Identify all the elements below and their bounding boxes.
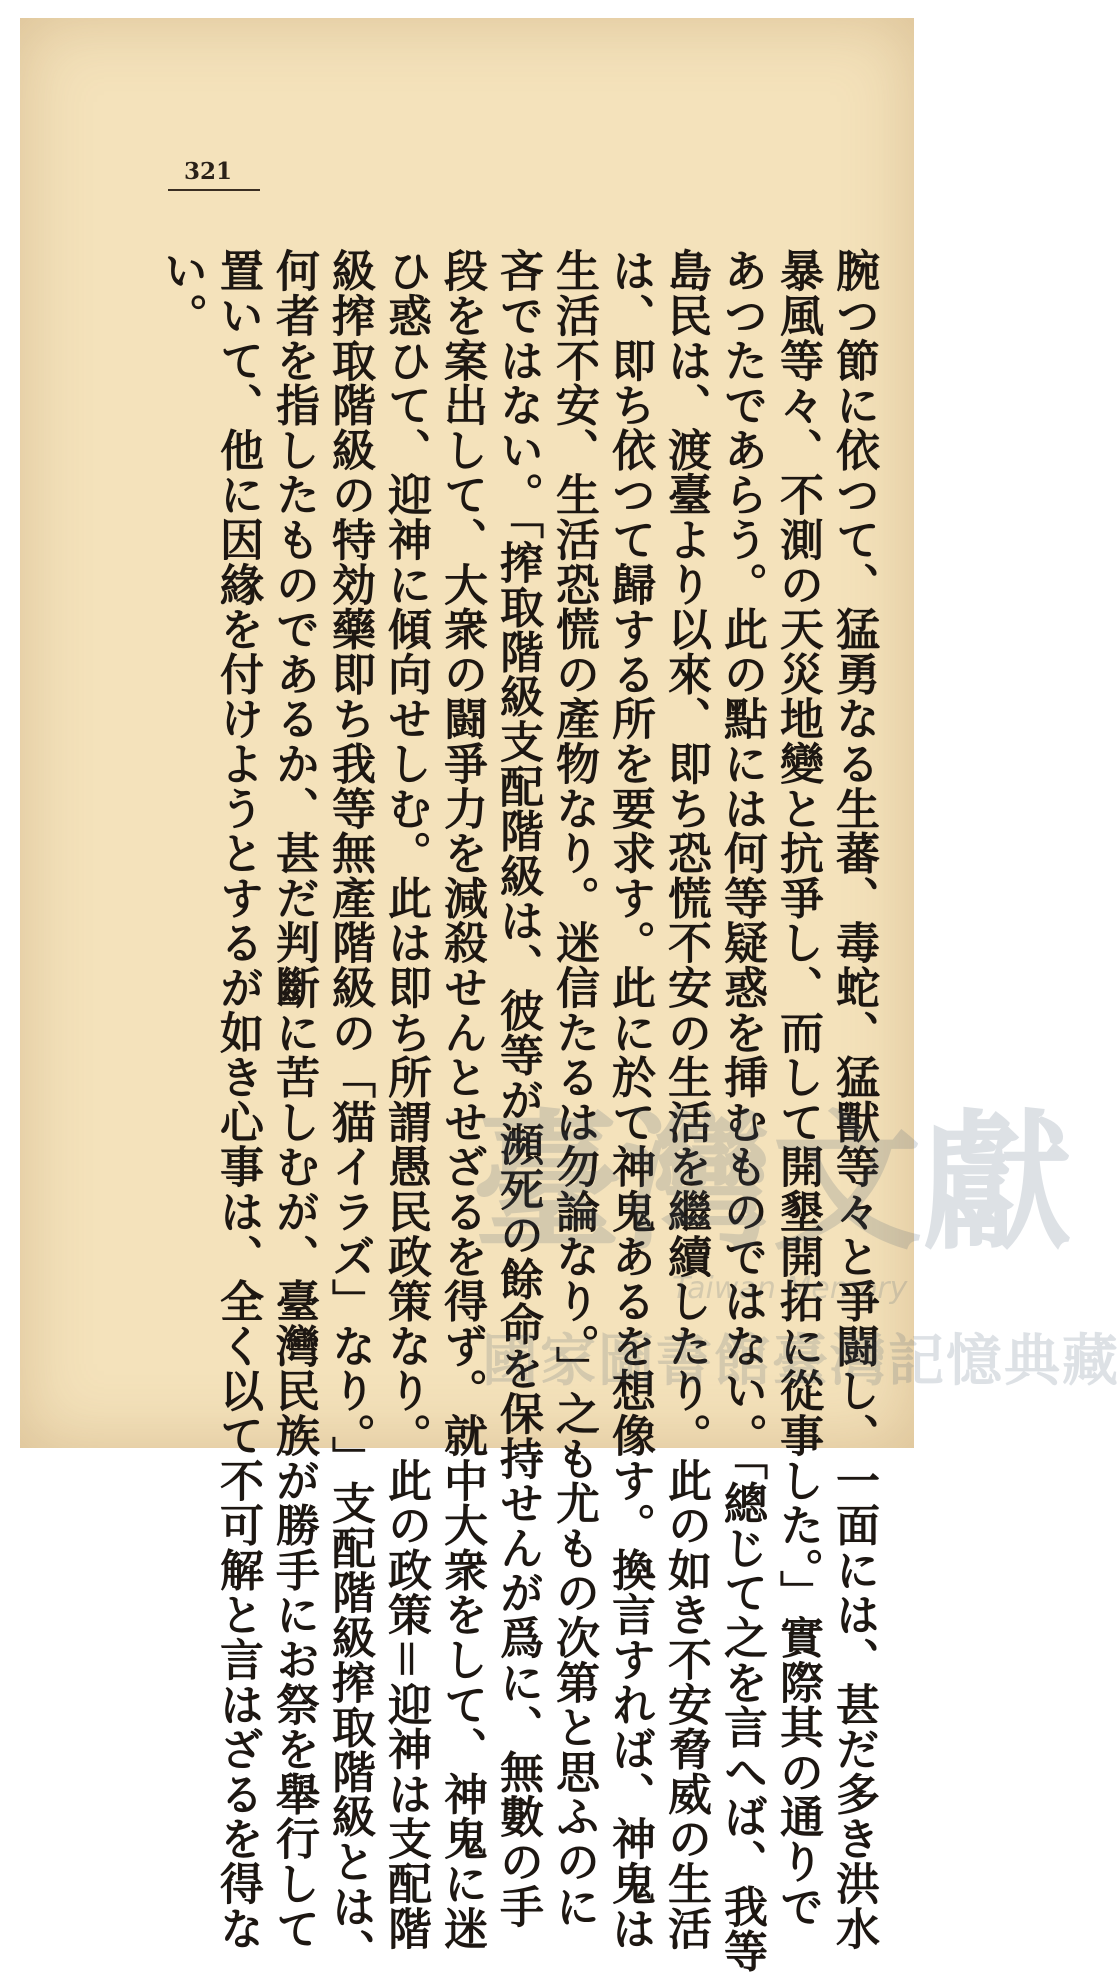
text-column: 級搾取階級の特効藥即ち我等無產階級の「猫イラズ」なり。」支配階級搾取階級とは、 <box>324 248 375 1973</box>
text-column: い。 <box>156 248 207 338</box>
text-column: 吝ではない。「搾取階級支配階級は、彼等が瀕死の餘命を保持せんが爲に、無數の手 <box>492 248 543 1929</box>
watermark-institution-text: 國家圖書館臺灣記憶典藏 <box>482 1329 1120 1394</box>
text-column: 島民は、渡臺より以來、即ち恐慌不安の生活を繼續したり。此の如き不安脅威の生活 <box>660 248 711 1951</box>
text-column: 何者を指したものであるか、甚だ判斷に苦しむが、臺灣民族が勝手にお祭を舉行して <box>268 248 319 1951</box>
text-column: 暴風等々、不測の天災地變と抗爭し、而して開墾開拓に從事した。」實際其の通りで <box>772 248 823 1929</box>
watermark-main-text: 臺灣文獻 <box>472 1095 1073 1271</box>
vertical-text-block <box>148 248 879 1973</box>
text-column: 腕つ節に依つて、猛勇なる生蕃、毒蛇、猛獸等々と爭闘し、一面には、甚だ多き洪水 <box>828 248 879 1951</box>
book-page <box>20 18 1120 1973</box>
text-column: 生活不安、生活恐慌の產物なり。迷信たるは勿論なり。」之も尤もの次第と思ふのに <box>548 248 599 1929</box>
text-column: は、即ち依つて歸する所を要求す。此に於て神鬼あるを想像す。換言すれば、神鬼は <box>604 248 655 1951</box>
watermark-english-text: Taiwan Memory <box>672 1271 908 1306</box>
page-number: 321 <box>168 158 260 191</box>
text-column: 置いて、他に因緣を付けようとするが如き心事は、全く以て不可解と言はざるを得な <box>212 248 263 1951</box>
text-column: 段を案出して、大衆の闘爭力を減殺せんとせざるを得ず。就中大衆をして、神鬼に迷 <box>436 248 487 1951</box>
text-column: あつたであらう。此の點には何等疑惑を挿むものではない。「總じて之を言へば、我等 <box>716 248 767 1973</box>
text-column: ひ惑ひて、迎神に傾向せしむ。此は即ち所謂愚民政策なり。此の政策＝迎神は支配階 <box>380 248 431 1951</box>
